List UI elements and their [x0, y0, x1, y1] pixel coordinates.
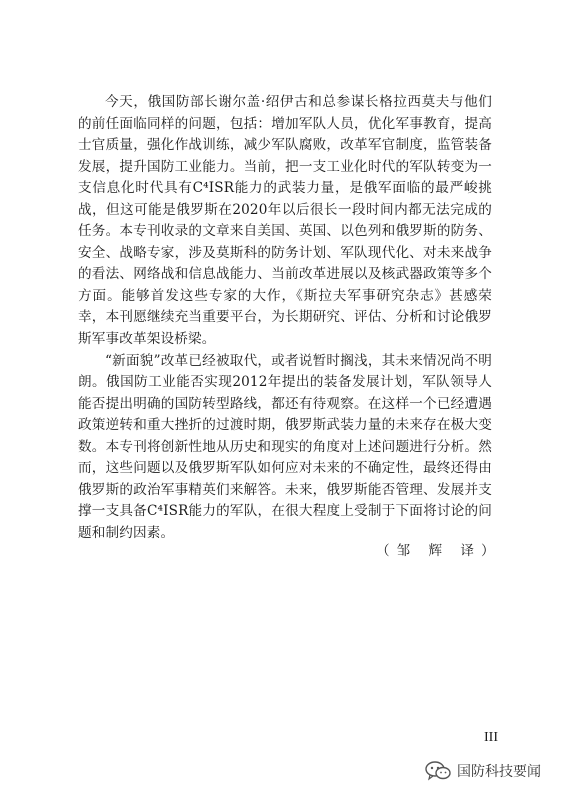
- wechat-icon: [425, 761, 451, 781]
- body-text: [78, 92, 492, 544]
- watermark-text: 国防科技要闻: [457, 764, 541, 780]
- watermark: [425, 761, 541, 781]
- paragraph-1: 今天，俄国防部长谢尔盖·绍伊古和总参谋长格拉西莫夫与他们的前任面临同样的问题，包括：增加军队人员，优化军事教育，提高士官质量，强化作战训练，减少军队腐败，改革军官制度，监管装备发展，提升国防工业能力。当前，把一支工业化时代的军队转变为一支信息化时代具有C⁴ISR能力的武装力量，是俄军面临的最严峻挑战，但这可能是俄罗斯在2020年以后很长一段时间内都无法完成的任务。本专刊收录的文章来自美国、英国、以色列和俄罗斯的防务、安全、战略专家，涉及莫斯科的防务计划、军队现代化、对未来战争的看法、网络战和信息战能力、当前改革进展以及核武器政策等多个方面。能够首发这些专家的大作，《斯拉夫军事研究杂志》甚感荣幸，本刊愿继续充当重要平台，为长期研究、评估、分析和讨论俄罗斯军事改革架设桥梁。: [78, 94, 492, 348]
- page-number: III: [484, 730, 498, 745]
- translator-credit: （邹 辉 译）: [376, 543, 502, 559]
- paragraph-2: “新面貌”改革已经被取代，或者说暂时搁浅，其未来情况尚不明朗。俄国防工业能否实现2012年提出的装备发展计划，军队领导人能否提出明确的国防转型路线，都还有待观察。在这样一个已经遭遇政策逆转和重大挫折的过渡时期，俄罗斯武装力量的未来存在极大变数。本专刊将创新性地从历史和现实的角度对上述问题进行分析。然而，这些问题以及俄罗斯军队如何应对未来的不确定性，最终还得由俄罗斯的政治军事精英们来解答。未来，俄罗斯能否管理、发展并支撑一支具备C⁴ISR能力的军队，在很大程度上受制于下面将讨论的问题和制约因素。: [78, 352, 492, 541]
